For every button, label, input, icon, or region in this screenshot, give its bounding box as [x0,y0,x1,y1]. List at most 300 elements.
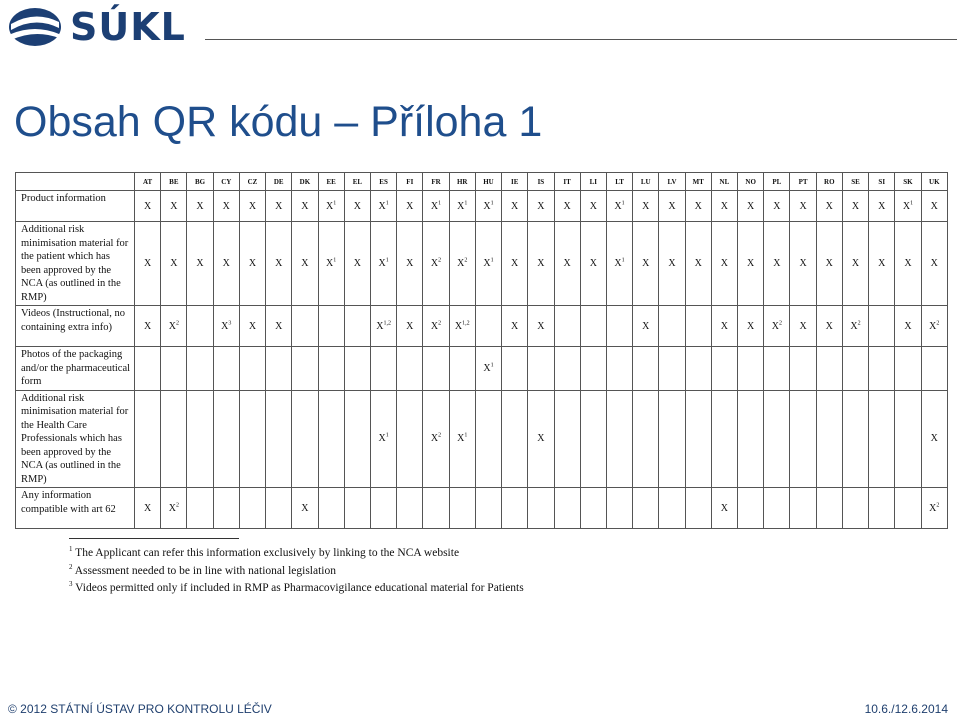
cell-ro [816,347,842,391]
cell-pt [790,222,816,306]
cell-pl [764,222,790,306]
cell-ee [318,488,344,529]
cell-fi [397,191,423,222]
cell-mark: X [771,320,779,332]
cell-mark: X [851,200,860,212]
column-header-mt: MT [685,173,711,191]
cell-footnote-ref: 2 [438,257,442,264]
cell-mark: X [143,502,152,514]
column-header-cz: CZ [239,173,265,191]
cell-sk [895,390,921,488]
cell-footnote-ref: 2 [438,320,442,327]
cell-mark: X [430,258,439,269]
cell-mt [685,390,711,488]
cell-mark: X [642,200,650,212]
cell-ee [318,347,344,391]
cell-nl [711,191,737,222]
cell-mark: X [668,258,676,269]
cell-el [344,488,370,529]
column-header-ro: RO [816,173,842,191]
column-header-pl: PL [764,173,790,191]
cell-be [161,390,187,488]
cell-mark: X [457,433,465,445]
cell-lv [659,191,685,222]
column-header-ee: EE [318,173,344,191]
cell-ee [318,191,344,222]
cell-pt [790,488,816,529]
cell-sk [895,306,921,347]
cell-mark: X [902,200,911,212]
cell-lv [659,347,685,391]
cell-mark: X [537,433,545,445]
cell-footnote-ref: 1 [385,200,389,207]
column-header-lu: LU [633,173,659,191]
cell-li [580,222,606,306]
cell-fi [397,306,423,347]
cell-hr [449,222,475,306]
cell-mark: X [275,200,283,212]
cell-at [135,347,161,391]
cell-bg [187,488,213,529]
cell-mark: X [563,200,571,212]
cell-is [528,347,554,391]
cell-lt [606,347,632,391]
cell-mark: X [929,502,937,514]
cell-lt [606,488,632,529]
cell-nl [711,390,737,488]
footnote-item [69,561,524,579]
cell-be [161,488,187,529]
cell-at [135,488,161,529]
cell-mark: X [406,258,414,269]
cell-fr [423,390,449,488]
cell-lt [606,191,632,222]
cell-uk [921,306,947,347]
column-header-is: IS [528,173,554,191]
cell-fr [423,488,449,529]
cell-mark: X [878,200,886,212]
cell-lt [606,222,632,306]
column-header-bg: BG [187,173,213,191]
column-header-si: SI [869,173,895,191]
cell-mark: X [222,258,230,269]
cell-it [554,390,580,488]
cell-mark: X [221,320,229,332]
cell-footnote-ref: 1,2 [383,320,391,327]
cell-mark: X [511,200,519,212]
column-header-fr: FR [423,173,449,191]
cell-it [554,191,580,222]
cell-mark: X [168,502,176,514]
cell-mark: X [799,258,807,269]
cell-mark: X [720,258,729,269]
cell-cy [213,488,239,529]
cell-it [554,488,580,529]
cell-si [869,390,895,488]
cell-be [161,222,187,306]
header-divider [205,39,957,40]
cell-footnote-ref: 1 [464,200,468,207]
cell-mt [685,306,711,347]
cell-footnote-ref: 2 [778,320,782,327]
footnote-item [69,578,524,596]
cell-pt [790,347,816,391]
cell-es [370,191,396,222]
cell-sk [895,222,921,306]
cell-mark: X [747,320,755,332]
row-label: Additional risk minimisation material for the Health Care Professionals which has been approved by the NCA (as outlined in the RMP) [16,390,135,488]
cell-lv [659,390,685,488]
cell-sk [895,488,921,529]
cell-mark: X [143,258,152,269]
cell-footnote-ref: 1 [333,200,337,207]
cell-mark: X [694,258,702,269]
column-header-se: SE [842,173,868,191]
cell-mark: X [353,200,361,212]
cell-mark: X [850,320,858,332]
cell-footnote-ref: 2 [438,432,442,439]
cell-footnote-ref: 1 [385,432,389,439]
cell-footnote-ref: 1 [490,257,494,264]
cell-hr [449,488,475,529]
cell-de [266,222,292,306]
footnote-number: 3 [69,580,73,589]
footnote-text: The Applicant can refer this information exclusively by linking to the NCA website [72,546,460,559]
footer-date: 10.6./12.6.2014 [864,702,948,716]
cell-uk [921,347,947,391]
cell-mark: X [248,200,257,212]
cell-pt [790,390,816,488]
cell-dk [292,347,318,391]
cell-no [738,306,764,347]
cell-lu [633,390,659,488]
column-header-ie: IE [502,173,528,191]
cell-ie [502,488,528,529]
table-row [16,306,948,347]
cell-footnote-ref: 2 [936,502,940,509]
cell-at [135,306,161,347]
column-header-el: EL [344,173,370,191]
cell-ie [502,347,528,391]
cell-dk [292,191,318,222]
cell-footnote-ref: 1 [464,432,468,439]
cell-mark: X [773,258,781,269]
cell-mark: X [511,258,519,269]
footnote-text: Videos permitted only if included in RMP as Pharmacovigilance educational material for Patients [72,582,524,595]
column-header-li: LI [580,173,606,191]
cell-mark: X [773,200,781,212]
cell-hu [475,347,501,391]
cell-ie [502,222,528,306]
cell-si [869,306,895,347]
cell-footnote-ref: 2 [175,502,179,509]
cell-mark: X [430,200,439,212]
cell-mark: X [511,320,519,332]
cell-mark: X [275,320,283,332]
cell-hr [449,390,475,488]
cell-bg [187,306,213,347]
cell-ro [816,390,842,488]
cell-cz [239,347,265,391]
cell-de [266,390,292,488]
cell-nl [711,222,737,306]
cell-cy [213,390,239,488]
cell-mark: X [851,258,860,269]
cell-at [135,390,161,488]
cell-bg [187,222,213,306]
cell-li [580,306,606,347]
cell-ee [318,306,344,347]
cell-mark: X [143,200,152,212]
cell-no [738,488,764,529]
cell-li [580,347,606,391]
cell-at [135,222,161,306]
cell-ee [318,390,344,488]
column-header-pt: PT [790,173,816,191]
cell-hu [475,390,501,488]
cell-hu [475,488,501,529]
column-header-nl: NL [711,173,737,191]
cell-pl [764,488,790,529]
cell-fr [423,222,449,306]
cell-lu [633,222,659,306]
cell-mark: X [168,320,176,332]
cell-ro [816,488,842,529]
cell-mark: X [376,320,384,332]
cell-at [135,191,161,222]
cell-mark: X [143,320,152,332]
cell-mark: X [378,258,386,269]
cell-footnote-ref: 1,2 [462,320,470,327]
cell-li [580,390,606,488]
cell-mark: X [222,200,230,212]
cell-el [344,222,370,306]
cell-nl [711,347,737,391]
cell-bg [187,191,213,222]
cell-mark: X [694,200,702,212]
cell-el [344,347,370,391]
cell-mark: X [430,433,439,445]
cell-pl [764,347,790,391]
cell-footnote-ref: 2 [857,320,861,327]
page-title: Obsah QR kódu – Příloha 1 [14,98,543,146]
cell-fi [397,488,423,529]
footnotes [69,543,524,596]
cell-pl [764,191,790,222]
cell-fi [397,390,423,488]
column-header-no: NO [738,173,764,191]
cell-de [266,306,292,347]
column-header-at: AT [135,173,161,191]
cell-fr [423,306,449,347]
column-header-lt: LT [606,173,632,191]
cell-el [344,306,370,347]
cell-ie [502,306,528,347]
cell-se [842,191,868,222]
cell-mark: X [457,200,465,212]
cell-pl [764,306,790,347]
cell-mark: X [642,258,650,269]
cell-nl [711,488,737,529]
cell-mark: X [537,200,545,212]
cell-sk [895,191,921,222]
cell-ro [816,222,842,306]
cell-uk [921,191,947,222]
cell-mt [685,347,711,391]
row-label: Additional risk minimisation material for the patient which has been approved by the NCA (as outlined in the RMP) [16,222,135,306]
cell-lu [633,347,659,391]
column-header-hu: HU [475,173,501,191]
cell-de [266,347,292,391]
table-row [16,191,948,222]
cell-es [370,222,396,306]
cell-nl [711,306,737,347]
cell-cy [213,222,239,306]
cell-is [528,488,554,529]
cell-mark: X [483,362,491,374]
cell-lv [659,488,685,529]
cell-mark: X [642,320,650,332]
cell-footnote-ref: 1 [910,200,914,207]
cell-is [528,390,554,488]
footnote-number: 2 [69,562,73,571]
cell-mark: X [747,258,755,269]
cell-footnote-ref: 2 [175,320,179,327]
cell-footnote-ref: 1 [385,257,389,264]
cell-footnote-ref: 2 [936,320,940,327]
cell-mt [685,191,711,222]
cell-cy [213,306,239,347]
table-row [16,222,948,306]
cell-de [266,488,292,529]
table-row [16,347,948,391]
cell-cz [239,222,265,306]
cell-lv [659,222,685,306]
cell-mark: X [457,258,465,269]
column-header-cy: CY [213,173,239,191]
cell-mark: X [930,433,938,445]
cell-mark: X [301,258,309,269]
cell-mark: X [537,258,545,269]
sukl-logo-icon [6,4,64,50]
cell-mark: X [747,200,755,212]
cell-mark: X [483,258,491,269]
cell-mark: X [825,200,833,212]
cell-hr [449,347,475,391]
cell-is [528,306,554,347]
cell-mark: X [720,320,729,332]
cell-mark: X [537,320,545,332]
cell-no [738,390,764,488]
cell-mark: X [904,258,912,269]
cell-se [842,390,868,488]
cell-mark: X [878,258,886,269]
cell-mark: X [614,258,622,269]
cell-se [842,306,868,347]
cell-mark: X [248,258,257,269]
cell-li [580,488,606,529]
cell-bg [187,390,213,488]
table-corner-cell [16,173,135,191]
cell-mark: X [248,320,257,332]
cell-it [554,347,580,391]
cell-mark: X [378,433,386,445]
cell-mark: X [170,200,178,212]
cell-is [528,222,554,306]
cell-mark: X [170,258,178,269]
cell-mark: X [614,200,622,212]
cell-uk [921,222,947,306]
cell-mark: X [301,200,309,212]
cell-mark: X [720,200,729,212]
footer-copyright: © 2012 STÁTNÍ ÚSTAV PRO KONTROLU LÉČIV [8,702,272,716]
cell-de [266,191,292,222]
cell-ee [318,222,344,306]
cell-es [370,390,396,488]
cell-ie [502,390,528,488]
cell-sk [895,347,921,391]
cell-cz [239,191,265,222]
cell-mark: X [589,200,597,212]
footnote-divider [69,538,239,539]
cell-footnote-ref: 2 [464,257,468,264]
cell-fr [423,347,449,391]
cell-footnote-ref: 3 [228,320,232,327]
cell-hu [475,306,501,347]
cell-mark: X [430,320,439,332]
cell-mt [685,488,711,529]
cell-lu [633,306,659,347]
cell-hr [449,306,475,347]
cell-footnote-ref: 1 [490,200,494,207]
cell-mark: X [275,258,283,269]
cell-si [869,347,895,391]
cell-mark: X [799,200,807,212]
row-label: Product information [16,191,135,222]
cell-mark: X [930,200,938,212]
cell-es [370,306,396,347]
sukl-logo [6,4,206,50]
cell-fi [397,347,423,391]
cell-hu [475,191,501,222]
cell-be [161,191,187,222]
cell-pt [790,191,816,222]
cell-mark: X [353,258,361,269]
cell-ro [816,306,842,347]
cell-mt [685,222,711,306]
cell-footnote-ref: 1 [333,257,337,264]
cell-lv [659,306,685,347]
cell-mark: X [799,320,807,332]
row-label: Videos (Instructional, no containing extra info) [16,306,135,347]
cell-footnote-ref: 1 [490,362,494,369]
row-label: Photos of the packaging and/or the pharmaceutical form [16,347,135,391]
cell-pt [790,306,816,347]
cell-mark: X [483,200,491,212]
cell-si [869,191,895,222]
table-row [16,390,948,488]
footnote-item [69,543,524,561]
cell-mark: X [326,200,334,212]
cell-ro [816,191,842,222]
cell-pl [764,390,790,488]
cell-mark: X [378,200,386,212]
cell-is [528,191,554,222]
column-header-lv: LV [659,173,685,191]
cell-mark: X [825,258,833,269]
cell-mark: X [326,258,334,269]
footnote-number: 1 [69,545,73,553]
